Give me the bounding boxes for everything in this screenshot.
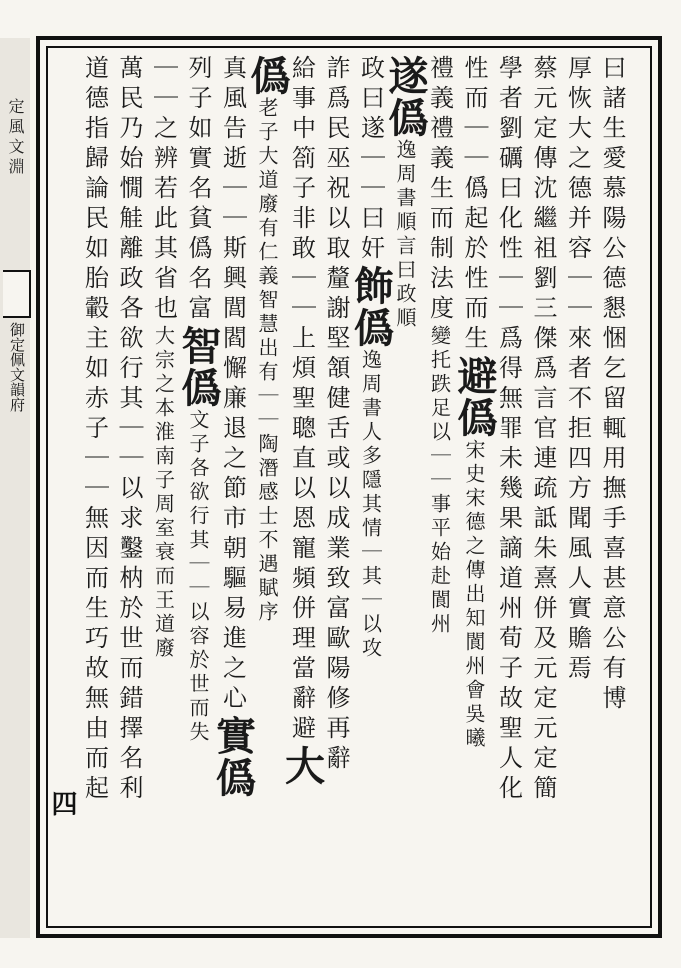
headword: 避僞 bbox=[451, 355, 498, 439]
text-column-14 bbox=[144, 55, 184, 915]
column-text: 變托跌足以｜｜事平始赴閬州 bbox=[427, 325, 452, 637]
column-text: 道德指歸論民如胎轂主如赤子｜｜無因而生巧故無由而起 bbox=[80, 55, 109, 805]
text-column-6 bbox=[420, 55, 460, 915]
column-text: 詐爲民巫祝以取釐謝堅頷健舌或以成業致富歐陽修再辭 bbox=[322, 55, 350, 775]
column-text: 老子大道廢有仁義智慧出有｜｜陶潛感士不遇賦序 bbox=[255, 97, 279, 625]
column-text: 曰諸生愛慕陽公德懇悃乞留輒用撫手喜甚意公有博 bbox=[598, 55, 626, 715]
text-column-3 bbox=[523, 55, 563, 915]
headword: 智僞 bbox=[175, 325, 222, 409]
column-text: 學者劉礪曰化性｜｜爲得無罪未幾果謫道州荀子故聖人化 bbox=[494, 55, 523, 805]
column-text: 蔡元定傳沈繼祖劉三傑爲言官連疏詆朱熹併及元定元定簡 bbox=[529, 55, 557, 805]
text-column-15 bbox=[109, 55, 149, 915]
column-text: 萬民乃始憪觟離政各欲行其｜｜以求鑿枘於世而錯擇名利 bbox=[115, 55, 143, 805]
headword: 飾僞 bbox=[347, 265, 395, 349]
column-text: 列子如實名貧僞名富 bbox=[184, 55, 212, 325]
text-column-16 bbox=[75, 55, 115, 915]
text-column-5 bbox=[451, 55, 498, 915]
headword: 遂僞 bbox=[382, 55, 429, 139]
text-column-10 bbox=[278, 55, 326, 915]
text-column-4 bbox=[489, 55, 529, 915]
text-column-7 bbox=[382, 55, 429, 915]
column-text: 禮義禮義生而制法度 bbox=[425, 55, 454, 325]
text-column-1 bbox=[592, 55, 632, 915]
text-column-12 bbox=[209, 55, 257, 915]
left-page-edge bbox=[0, 38, 30, 938]
text-column-2 bbox=[558, 55, 598, 915]
column-text: ｜｜之辨若此其省也 bbox=[149, 55, 178, 325]
headword: 大 bbox=[278, 745, 326, 787]
column-text: 性而｜｜僞起於性而生 bbox=[460, 55, 488, 355]
edge-text: 定風文淵 bbox=[6, 98, 25, 178]
column-text: 厚恢大之德并容｜｜來者不拒四方聞風人實贍焉 bbox=[563, 55, 592, 685]
text-column-8 bbox=[347, 55, 395, 915]
column-text: 大宗之本淮南子周室衰而王道廢 bbox=[151, 325, 176, 661]
headword: 僞 bbox=[244, 55, 291, 97]
fold-marker bbox=[3, 270, 31, 318]
text-column-13 bbox=[175, 55, 222, 915]
folio-number: 四 bbox=[47, 790, 77, 816]
book-title: 御定佩文韻府 bbox=[8, 322, 26, 412]
column-text: 逸周書順言曰政順 bbox=[393, 139, 417, 331]
column-text: 給事中箚子非敢｜｜上煩聖聰直以恩寵頻併理當辭避 bbox=[287, 55, 316, 745]
column-text: 真風告逝｜｜斯興閭閻懈廉退之節市朝驅易進之心 bbox=[218, 55, 247, 715]
headword: 實僞 bbox=[209, 715, 257, 799]
column-text: 文子各欲行其｜｜以容於世而失 bbox=[186, 409, 210, 745]
column-text: 宋史宋德之傳出知閬州會吳曦 bbox=[462, 439, 486, 751]
column-text: 逸周書人多隱其情｜其｜以攻 bbox=[358, 349, 383, 661]
column-text: 政曰遂｜｜曰奸 bbox=[356, 55, 385, 265]
